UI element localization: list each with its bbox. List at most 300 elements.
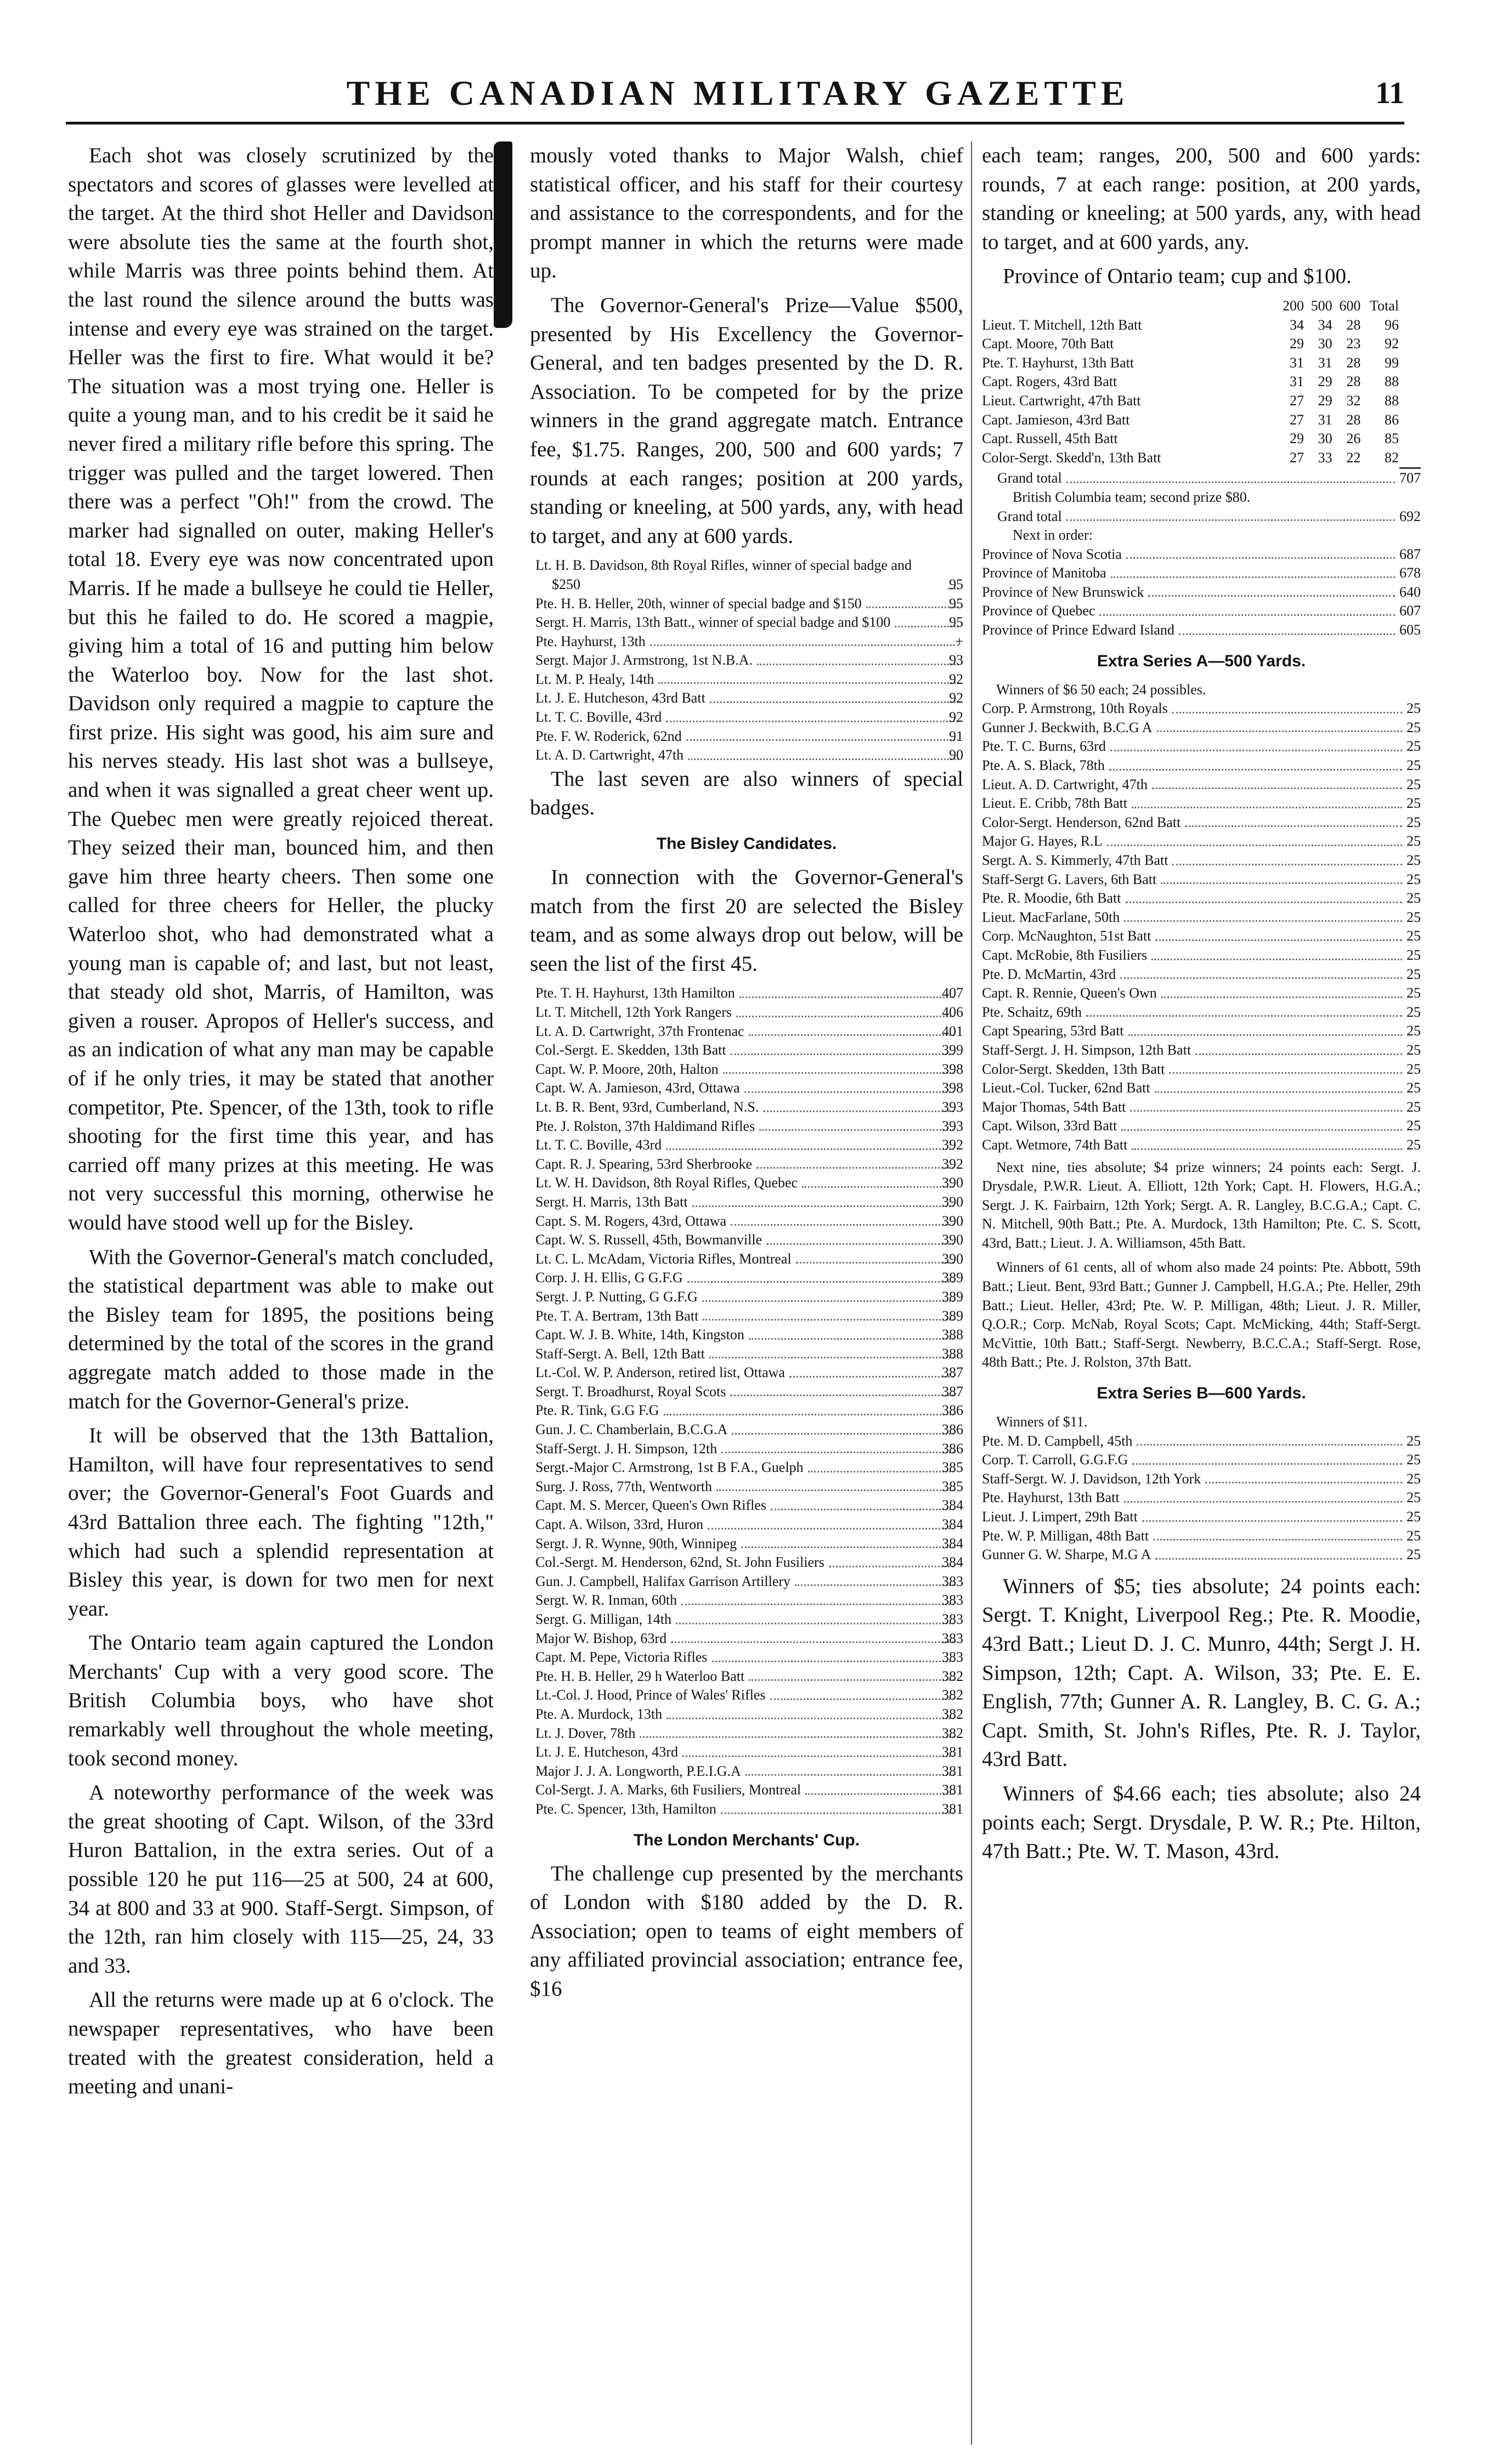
list-item: [982, 583, 1421, 602]
score-cell: 86: [1385, 411, 1399, 428]
list-item: [530, 1060, 963, 1079]
list-item: [530, 1363, 963, 1383]
score-cell: 31: [1318, 354, 1332, 371]
body-paragraph: The last seven are also winners of special badges.: [530, 767, 963, 820]
entry-score: 25: [1407, 947, 1421, 963]
entry-name: Lt. B. R. Bent, 93rd, Cumberland, N.S.: [535, 1098, 759, 1115]
list-item: [530, 1705, 963, 1724]
column-3: [982, 141, 1421, 2456]
list-item: [982, 737, 1421, 756]
entry-name: Capt. S. M. Rogers, 43rd, Ottawa: [535, 1213, 727, 1229]
table-row: [982, 372, 1399, 392]
entry-score: 25: [1407, 1452, 1421, 1468]
team-member-name: Pte. T. Hayhurst, 13th Batt: [982, 354, 1134, 371]
entry-name: Lt.-Col. W. P. Anderson, retired list, Ottawa: [535, 1364, 785, 1381]
entry-name: Gun. J. Campbell, Halifax Garrison Artillery: [535, 1573, 791, 1589]
list-item: [982, 1022, 1421, 1041]
score-cell: 29: [1318, 392, 1332, 409]
entry-name: Staff-Sergt. J. H. Simpson, 12th Batt: [982, 1041, 1191, 1058]
entry-name: Pte. H. B. Heller, 20th, winner of special badge and $150: [535, 595, 862, 611]
list-item: [530, 1610, 963, 1629]
list-item: [530, 1136, 963, 1155]
entry-score: 387: [942, 1383, 963, 1400]
list-item: [530, 1686, 963, 1705]
list-item: [530, 984, 963, 1003]
entry-name: Staff-Sergt. A. Bell, 12th Batt: [535, 1345, 705, 1362]
entry-name: Capt. W. A. Jamieson, 43rd, Ottawa: [535, 1080, 740, 1096]
score-cell: 29: [1289, 336, 1304, 352]
entry-score: 401: [942, 1023, 963, 1039]
list-item: [530, 1781, 963, 1800]
entry-score: 381: [942, 1744, 963, 1760]
list-item: [982, 832, 1421, 851]
list-item: [530, 1534, 963, 1554]
score-cell: 92: [1385, 336, 1399, 352]
body-paragraph: The Governor-General's Prize—Value $500, presented by His Excellency the Governor-General, and ten badges presented by the D. R. Association. To be competed for by the prize winners in the grand aggregate match. Entrance fee, $1.75. Ranges, 200, 500 and 600 yards; 7 rounds at each ranges; position at 200 yards, standing or kneeling, at 500 yards, any, with head to target, and any at 600 yards.: [530, 293, 963, 548]
list-item: [530, 1383, 963, 1402]
entry-name: Capt. R. Rennie, Queen's Own: [982, 985, 1157, 1001]
entry-name: Sergt. W. R. Inman, 60th: [535, 1592, 677, 1608]
list-item: [530, 1250, 963, 1269]
entry-score: 25: [1407, 738, 1421, 755]
score-cell: 30: [1318, 431, 1332, 447]
entry-name: Sergt. H. Marris, 13th Batt., winner of special badge and $100: [535, 614, 891, 631]
entry-name: Pte. M. D. Campbell, 45th: [982, 1432, 1133, 1449]
list-item: [982, 813, 1421, 832]
list-item: [982, 889, 1421, 908]
entry-name: Pte. J. Rolston, 37th Haldimand Rifles: [535, 1118, 755, 1134]
list-item: [982, 564, 1421, 583]
entry-score: 25: [1407, 909, 1421, 925]
entry-score: 605: [1399, 622, 1421, 638]
score-cell: 28: [1346, 316, 1361, 333]
bisley-candidates-list: [530, 984, 963, 1819]
score-cell: 85: [1385, 431, 1399, 447]
team-member-name: Lieut. Cartwright, 47th Batt: [982, 392, 1141, 409]
list-item: [982, 1079, 1421, 1098]
extra-a-winners: [982, 699, 1421, 1154]
entry-name: Province of Nova Scotia: [982, 546, 1122, 562]
score-cell: 82: [1385, 449, 1399, 466]
entry-name: Lt. A. D. Cartwright, 37th Frontenac: [535, 1023, 744, 1039]
list-item: [982, 545, 1421, 564]
list-item: Lt. T. C. Boville, 43rd 92: [530, 708, 963, 727]
entry-name: Capt. Wilson, 33rd Batt: [982, 1118, 1117, 1134]
entry-name: Pte. R. Tink, G.G F.G: [535, 1402, 659, 1419]
entry-name: Pte. R. Moodie, 6th Batt: [982, 890, 1121, 907]
entry-score: 383: [942, 1611, 963, 1627]
extra-b-intro: Winners of $11.: [996, 1414, 1088, 1430]
team-member-name: Capt. Rogers, 43rd Batt: [982, 373, 1117, 390]
list-item: [982, 1527, 1421, 1546]
body-paragraph: All the returns were made up at 6 o'clock. The newspaper representatives, who have been treated with the greatest consideration, held a meeting and unani-: [68, 1988, 494, 2099]
team-member-name: Color-Sergt. Skedd'n, 13th Batt: [982, 449, 1161, 466]
bc-note: British Columbia team; second prize $80.: [1013, 489, 1251, 505]
score-cell: 30: [1318, 336, 1332, 352]
entry-name: Col.-Sergt. M. Henderson, 62nd, St. John Fusiliers: [535, 1554, 824, 1571]
body-paragraph: each team; ranges, 200, 500 and 600 yards: rounds, 7 at each range: position, at 200 yards, standing or kneeling; at 500 yards, any, with head to target, and at 600 yards, any.: [982, 144, 1421, 254]
entry-score: 382: [942, 1668, 963, 1684]
list-item: Pte. H. B. Heller, 20th, winner of special badge and $150 95: [530, 594, 963, 614]
column-divider: [971, 141, 972, 2445]
entry-score: 25: [1407, 928, 1421, 944]
list-item: [530, 1307, 963, 1326]
entry-score: 385: [942, 1459, 963, 1476]
entry-name: Province of Manitoba: [982, 565, 1106, 581]
entry-name: Corp. McNaughton, 51st Batt: [982, 928, 1151, 944]
body-paragraph: The challenge cup presented by the merchants of London with $180 added by the D. R. Association; open to teams of eight members of any affiliated provincial association; entrance fee, $16: [530, 1861, 963, 2001]
body-paragraph: Winners of $4.66 each; ties absolute; also 24 points each; Sergt. Drysdale, P. W. R.; Pte. Hilton, 47th Batt.; Pte. W. T. Mason, 43rd.: [982, 1781, 1421, 1863]
entry-score: 386: [942, 1440, 963, 1457]
entry-name: Sergt. T. Broadhurst, Royal Scots: [535, 1383, 726, 1400]
score-cell: 26: [1346, 431, 1361, 447]
list-item: [530, 1648, 963, 1667]
entry-name: Province of New Brunswick: [982, 584, 1144, 600]
list-item: [982, 1117, 1421, 1136]
list-item: [530, 1117, 963, 1136]
entry-score: 389: [942, 1270, 963, 1286]
entry-name: Sergt. J. R. Wynne, 90th, Winnipeg: [535, 1535, 737, 1551]
section-heading: Extra Series A—500 Yards.: [1097, 652, 1306, 670]
entry-score: 25: [1407, 1509, 1421, 1525]
list-item: [982, 756, 1421, 775]
list-item: [530, 1193, 963, 1212]
table-row: [982, 449, 1399, 468]
entry-score: 393: [942, 1118, 963, 1134]
entry-name: Lt. M. P. Healy, 14th: [535, 671, 654, 687]
entry-name: Pte. A. S. Black, 78th: [982, 757, 1105, 774]
column-header: 200: [1282, 297, 1304, 314]
list-item: [530, 1155, 963, 1174]
entry-score: 388: [942, 1345, 963, 1362]
entry-name: Lt. T. C. Boville, 43rd: [535, 1137, 662, 1153]
entry-score: 407: [942, 985, 963, 1001]
grand-total-row: Grand total 707: [982, 467, 1421, 488]
section-heading: Extra Series B—600 Yards.: [1097, 1384, 1306, 1403]
list-item: [530, 1268, 963, 1288]
entry-score: 383: [942, 1630, 963, 1646]
ink-blot: [494, 141, 512, 328]
list-item: [530, 1231, 963, 1250]
entry-name: Pte. W. P. Milligan, 48th Batt: [982, 1527, 1149, 1544]
table-row: [982, 316, 1399, 335]
entry-name: Lt. A. D. Cartwright, 47th: [535, 747, 684, 763]
entry-name: Lt. C. L. McAdam, Victoria Rifles, Montreal: [535, 1250, 792, 1267]
entry-name: Pte. Hayhurst, 13th: [535, 633, 646, 649]
extra-b-winners: [982, 1432, 1421, 1565]
header-rule: [66, 122, 1404, 124]
entry-score: 389: [942, 1288, 963, 1305]
team-member-name: Capt. Russell, 45th Batt: [982, 431, 1118, 447]
entry-name: Lt.-Col. J. Hood, Prince of Wales' Rifles: [535, 1687, 766, 1703]
list-item: [530, 1458, 963, 1477]
entry-name: Staff-Sergt. W. J. Davidson, 12th York: [982, 1470, 1201, 1487]
list-item: [530, 1326, 963, 1345]
team-member-name: Capt. Moore, 70th Batt: [982, 336, 1114, 352]
list-item: [982, 851, 1421, 870]
list-item: [530, 1003, 963, 1022]
list-item: Sergt. Major J. Armstrong, 1st N.B.A. 93: [530, 651, 963, 670]
entry-name: Lt. H. B. Davidson, 8th Royal Rifles, winner of special badge and $250: [535, 557, 912, 592]
entry-score: 382: [942, 1725, 963, 1741]
entry-score: 25: [1407, 890, 1421, 907]
entry-score: 25: [1407, 871, 1421, 887]
score-cell: 34: [1289, 316, 1304, 333]
extra-a-61: Winners of 61 cents, all of whom also made 24 points: Pte. Abbott, 59th Batt.; Lieut. Bent, 93rd Batt.; Gunner J. Campbell, H.G.A.; Pte. Heller, 29th Batt.; Lieut. Heller, 43rd; Pte. W. P. Milligan, 48th; Lieut. J. R. Miller, Q.O.R.; Corp. McNab, Royal Scots; Capt. McMicking, 44th; Staff-Sergt. McVittie, 10th Batt.; Staff-Sergt. Newberry, B.C.C.A.; Staff-Sergt. Rose, 48th Batt.; Pte. J. Rolston, 37th Batt.: [982, 1259, 1421, 1370]
entry-name: Corp. T. Carroll, G.G.F.G: [982, 1452, 1128, 1468]
list-item: [982, 1432, 1421, 1451]
entry-name: Capt. Wetmore, 74th Batt: [982, 1136, 1128, 1153]
entry-name: Lt. J. E. Hutcheson, 43rd: [535, 1744, 678, 1760]
score-cell: 28: [1346, 354, 1361, 371]
list-item: [982, 775, 1421, 795]
entry-score: 25: [1407, 966, 1421, 982]
entry-name: Sergt. J. P. Nutting, G G.F.G: [535, 1288, 698, 1305]
body-paragraph: With the Governor-General's match concluded, the statistical department was able to make out the Bisley team for 1895, the positions being determined by the total of the scores in the grand aggregate match added to those made in the match for the Governor-General's prize.: [68, 1245, 494, 1413]
entry-score: 381: [942, 1782, 963, 1798]
entry-score: 406: [942, 1004, 963, 1020]
entry-score: 381: [942, 1763, 963, 1779]
entry-score: 25: [1407, 833, 1421, 849]
list-item: [982, 984, 1421, 1003]
entry-score: 383: [942, 1649, 963, 1666]
entry-score: 398: [942, 1080, 963, 1096]
entry-name: Capt. McRobie, 8th Fusiliers: [982, 947, 1148, 963]
list-item: [982, 699, 1421, 718]
entry-name: Capt. W. S. Russell, 45th, Bowmanville: [535, 1232, 763, 1248]
list-item: [530, 1591, 963, 1610]
column-header: 600: [1339, 297, 1361, 314]
entry-name: Capt. R. J. Spearing, 53rd Sherbrooke: [535, 1155, 753, 1172]
list-item: [982, 1041, 1421, 1060]
list-item: Pte. Hayhurst, 13th +: [530, 632, 963, 652]
body-paragraph: A noteworthy performance of the week was the great shooting of Capt. Wilson, of the 33rd Huron Battalion, in the extra series. Out of a possible 120 he put 116—25 at 500, 24 at 600, 34 at 800 and 33 at 900. Staff-Sergt. Simpson, of the 12th, ran him closely with 115—25, 24, 33 and 33.: [68, 1781, 494, 1978]
score-cell: 34: [1318, 316, 1332, 333]
entry-score: 392: [942, 1155, 963, 1172]
list-item: [982, 927, 1421, 946]
list-item: [982, 1545, 1421, 1565]
list-item: [530, 1724, 963, 1743]
list-item: [530, 1401, 963, 1420]
extra-a-intro: Winners of $6 50 each; 24 possibles.: [996, 681, 1206, 698]
list-item: Lt. A. D. Cartwright, 47th 90: [530, 746, 963, 765]
entry-name: Capt. W. J. B. White, 14th, Kingston: [535, 1327, 744, 1343]
entry-score: 384: [942, 1535, 963, 1551]
body-paragraph: In connection with the Governor-General's match from the first 20 are selected the Bisley team, and as some always drop out below, will be seen the list of the first 45.: [530, 865, 963, 976]
score-cell: 28: [1346, 411, 1361, 428]
entry-name: Pte. D. McMartin, 43rd: [982, 966, 1116, 982]
score-cell: 29: [1289, 431, 1304, 447]
score-cell: 31: [1289, 354, 1304, 371]
entry-score: 390: [942, 1175, 963, 1191]
team-member-name: Lieut. T. Mitchell, 12th Batt: [982, 316, 1142, 333]
entry-score: 384: [942, 1554, 963, 1571]
list-item: [530, 1022, 963, 1041]
entry-score: 388: [942, 1327, 963, 1343]
score-cell: 31: [1318, 411, 1332, 428]
list-item: [982, 1451, 1421, 1470]
entry-score: 25: [1407, 776, 1421, 792]
entry-score: 383: [942, 1592, 963, 1608]
entry-name: Surg. J. Ross, 77th, Wentworth: [535, 1478, 712, 1494]
entry-score: 678: [1399, 565, 1421, 581]
entry-score: 385: [942, 1478, 963, 1494]
entry-name: Sergt. Major J. Armstrong, 1st N.B.A.: [535, 652, 753, 669]
entry-name: Capt Spearing, 53rd Batt: [982, 1023, 1124, 1039]
entry-score: 25: [1407, 1470, 1421, 1487]
entry-name: Sergt. H. Marris, 13th Batt: [535, 1193, 688, 1210]
body-paragraph: Winners of $5; ties absolute; 24 points each: Sergt. T. Knight, Liverpool Reg.; Pte. R. Moodie, 43rd Batt.; Lieut D. J. C. Munro, 44th; Sergt J. H. Simpson, 12th; Capt. A. Wilson, 33; Pte. E. E. English, 77th; Gunner A. R. Langley, B. C. G. A.; Capt. Smith, St. John's Rifles, Pte. R. J. Taylor, 43rd Batt.: [982, 1574, 1421, 1771]
list-item: [530, 1079, 963, 1098]
table-row: [982, 429, 1399, 449]
column-1: [68, 141, 494, 2456]
entry-score: 25: [1407, 1098, 1421, 1115]
entry-score: 640: [1399, 584, 1421, 600]
entry-score: 384: [942, 1516, 963, 1533]
table-row: [982, 354, 1399, 373]
entry-name: Sergt.-Major C. Armstrong, 1st B F.A., Guelph: [535, 1459, 804, 1476]
entry-name: Lieut. MacFarlane, 50th: [982, 909, 1120, 925]
list-item: [982, 621, 1421, 640]
list-item: [982, 870, 1421, 890]
list-item: [982, 1470, 1421, 1489]
score-cell: 23: [1346, 336, 1361, 352]
score-cell: 22: [1346, 449, 1361, 466]
section-heading: The London Merchants' Cup.: [633, 1831, 860, 1849]
table-row: [982, 411, 1399, 430]
list-item: [982, 965, 1421, 984]
list-item: [530, 1174, 963, 1193]
entry-name: Lieut. E. Cribb, 78th Batt: [982, 795, 1128, 812]
list-item: [530, 1743, 963, 1762]
list-item: [530, 1667, 963, 1686]
entry-score: 25: [1407, 1547, 1421, 1563]
entry-score: 392: [942, 1137, 963, 1153]
entry-score: 25: [1407, 985, 1421, 1001]
entry-name: Pte. H. B. Heller, 29 h Waterloo Batt: [535, 1668, 745, 1684]
list-item: [530, 1553, 963, 1572]
entry-name: Capt. A. Wilson, 33rd, Huron: [535, 1516, 704, 1533]
entry-score: 390: [942, 1232, 963, 1248]
score-cell: 27: [1289, 411, 1304, 428]
list-item: [982, 1488, 1421, 1508]
column-header: 500: [1311, 297, 1332, 314]
next-in-order-list: [982, 545, 1421, 640]
governor-general-results: [530, 556, 963, 765]
entry-name: Lt. J. Dover, 78th: [535, 1725, 636, 1741]
entry-name: Corp. J. H. Ellis, G G.F.G: [535, 1270, 683, 1286]
entry-score: 25: [1407, 1527, 1421, 1544]
list-item: [530, 1800, 963, 1819]
entry-name: Lt. W. H. Davidson, 8th Royal Rifles, Quebec: [535, 1175, 798, 1191]
entry-name: Lt. T. Mitchell, 12th York Rangers: [535, 1004, 732, 1020]
list-item: Lt. M. P. Healy, 14th 92: [530, 670, 963, 689]
entry-name: Capt. M. S. Mercer, Queen's Own Rifles: [535, 1497, 767, 1514]
list-item: [530, 1496, 963, 1515]
score-cell: 27: [1289, 392, 1304, 409]
entry-name: Lieut. A. D. Cartwright, 47th: [982, 776, 1148, 792]
entry-name: Lt. J. E. Hutcheson, 43rd Batt: [535, 690, 705, 706]
page-header: [71, 71, 1404, 115]
entry-score: 25: [1407, 1061, 1421, 1077]
entry-score: 25: [1407, 719, 1421, 735]
column-2: [530, 141, 963, 2456]
score-cell: 28: [1346, 373, 1361, 390]
score-cell: 27: [1289, 449, 1304, 466]
entry-score: 25: [1407, 1432, 1421, 1449]
entry-name: Gun. J. C. Chamberlain, B.C.G.A: [535, 1421, 728, 1438]
entry-name: Gunner G. W. Sharpe, M.G A: [982, 1547, 1151, 1563]
entry-score: 25: [1407, 1004, 1421, 1020]
list-item: [530, 1098, 963, 1117]
entry-name: Pte. C. Spencer, 13th, Hamilton: [535, 1800, 716, 1817]
entry-name: Sergt. G. Milligan, 14th: [535, 1611, 671, 1627]
entry-name: Province of Prince Edward Island: [982, 622, 1174, 638]
list-item: [982, 908, 1421, 927]
entry-score: 390: [942, 1193, 963, 1210]
entry-name: Pte. T. A. Bertram, 13th Batt: [535, 1307, 699, 1324]
list-item: [982, 1508, 1421, 1527]
entry-name: Lieut.-Col. Tucker, 62nd Batt: [982, 1080, 1150, 1096]
entry-name: Col.-Sergt. E. Skedden, 13th Batt: [535, 1042, 726, 1058]
entry-score: 25: [1407, 757, 1421, 774]
entry-score: 386: [942, 1402, 963, 1419]
entry-name: Major G. Hayes, R.L: [982, 833, 1103, 849]
entry-score: 398: [942, 1061, 963, 1077]
list-item: [530, 1212, 963, 1231]
entry-name: Capt. M. Pepe, Victoria Rifles: [535, 1649, 708, 1666]
page-number: 11: [1375, 76, 1404, 110]
score-cell: 88: [1385, 392, 1399, 409]
entry-score: 25: [1407, 1080, 1421, 1096]
list-item: Lt. H. B. Davidson, 8th Royal Rifles, winner of special badge and $250 95: [530, 556, 963, 594]
list-item: [530, 1515, 963, 1534]
entry-score: 25: [1407, 1136, 1421, 1153]
score-cell: 29: [1318, 373, 1332, 390]
entry-score: 25: [1407, 1118, 1421, 1134]
entry-score: 383: [942, 1573, 963, 1589]
score-cell: 31: [1289, 373, 1304, 390]
list-item: [982, 794, 1421, 813]
section-heading: The Bisley Candidates.: [656, 835, 837, 853]
entry-score: 25: [1407, 814, 1421, 830]
list-item: [982, 1003, 1421, 1022]
list-item: [982, 1060, 1421, 1079]
next-in-order-label: Next in order:: [1013, 527, 1093, 543]
entry-name: Pte. Hayhurst, 13th Batt: [982, 1489, 1120, 1506]
entry-name: Gunner J. Beckwith, B.C.G A: [982, 719, 1153, 735]
entry-score: 25: [1407, 1041, 1421, 1058]
entry-name: Color-Sergt. Henderson, 62nd Batt: [982, 814, 1181, 830]
list-item: [982, 602, 1421, 621]
entry-name: Staff-Sergt. J. H. Simpson, 12th: [535, 1440, 718, 1457]
entry-name: Major W. Bishop, 63rd: [535, 1630, 667, 1646]
entry-name: Pte. F. W. Roderick, 62nd: [535, 728, 682, 744]
body-paragraph: It will be observed that the 13th Battalion, Hamilton, will have four representatives to send over; the Governor-General's Foot Guards and 43rd Battalion three each. The fighting "12th," which had such a splendid representation at Bisley this year, is down for two men for next year.: [68, 1424, 494, 1621]
list-item: [530, 1288, 963, 1307]
body-paragraph: Each shot was closely scrutinized by the spectators and scores of glasses were levelled at the target. At the third shot Heller and Davidson were absolute ties the same at the fourth shot, while Marris was three points behind them. At the last round the silence around the butts was intense and every eye was strained on the target. Heller was the first to fire. What would it be? The situation was a most trying one. Heller is quite a young man, and to his credit be it said he never fired a military rifle before this spring. The trigger was pulled and the target lowered. Then there was a perfect "Oh!" from the crowd. The marker had signalled on outer, making Heller's total 18. Every eye was now concentrated upon Marris. If he made a bullseye he could tie Heller, but this he failed to do. He scored a magpie, giving him a total of 16 and putting him below the Waterloo boy. Now for the last shot. Davidson only required a magpie to capture the first prize. His sight was good, his aim sure and his nerves steady. His last shot was a bullseye, and when it was signalled a great cheer went up. The Quebec men were greatly rejoiced thereat. They seized their man, bounced him, and then gave him three hearty cheers. Then some one called for three cheers for Heller, the plucky Waterloo shot, who had demonstrated what a young man is capable of; and last, but not least, that steady old shot, Marris, of Hamilton, was given a rouser. Apropos of Heller's success, and as an indication of what any man may be capable of if he only tries, it may be stated that another competitor, Pte. Spencer, of the 13th, took to rifle shooting for the first time this year, and has carried off many prizes at this meeting. He was not very successful this morning, otherwise he would have stood well up for the Bisley.: [68, 144, 494, 1234]
list-item: Lt. J. E. Hutcheson, 43rd Batt 92: [530, 689, 963, 708]
entry-score: 386: [942, 1421, 963, 1438]
list-item: [530, 1041, 963, 1060]
entry-name: Col-Sergt. J. A. Marks, 6th Fusiliers, Montreal: [535, 1782, 801, 1798]
entry-name: Pte. T. C. Burns, 63rd: [982, 738, 1106, 755]
entry-score: 687: [1399, 546, 1421, 562]
list-item: [982, 1098, 1421, 1117]
entry-score: 25: [1407, 795, 1421, 812]
entry-score: 25: [1407, 1023, 1421, 1039]
entry-name: Sergt. A. S. Kimmerly, 47th Batt: [982, 852, 1168, 868]
